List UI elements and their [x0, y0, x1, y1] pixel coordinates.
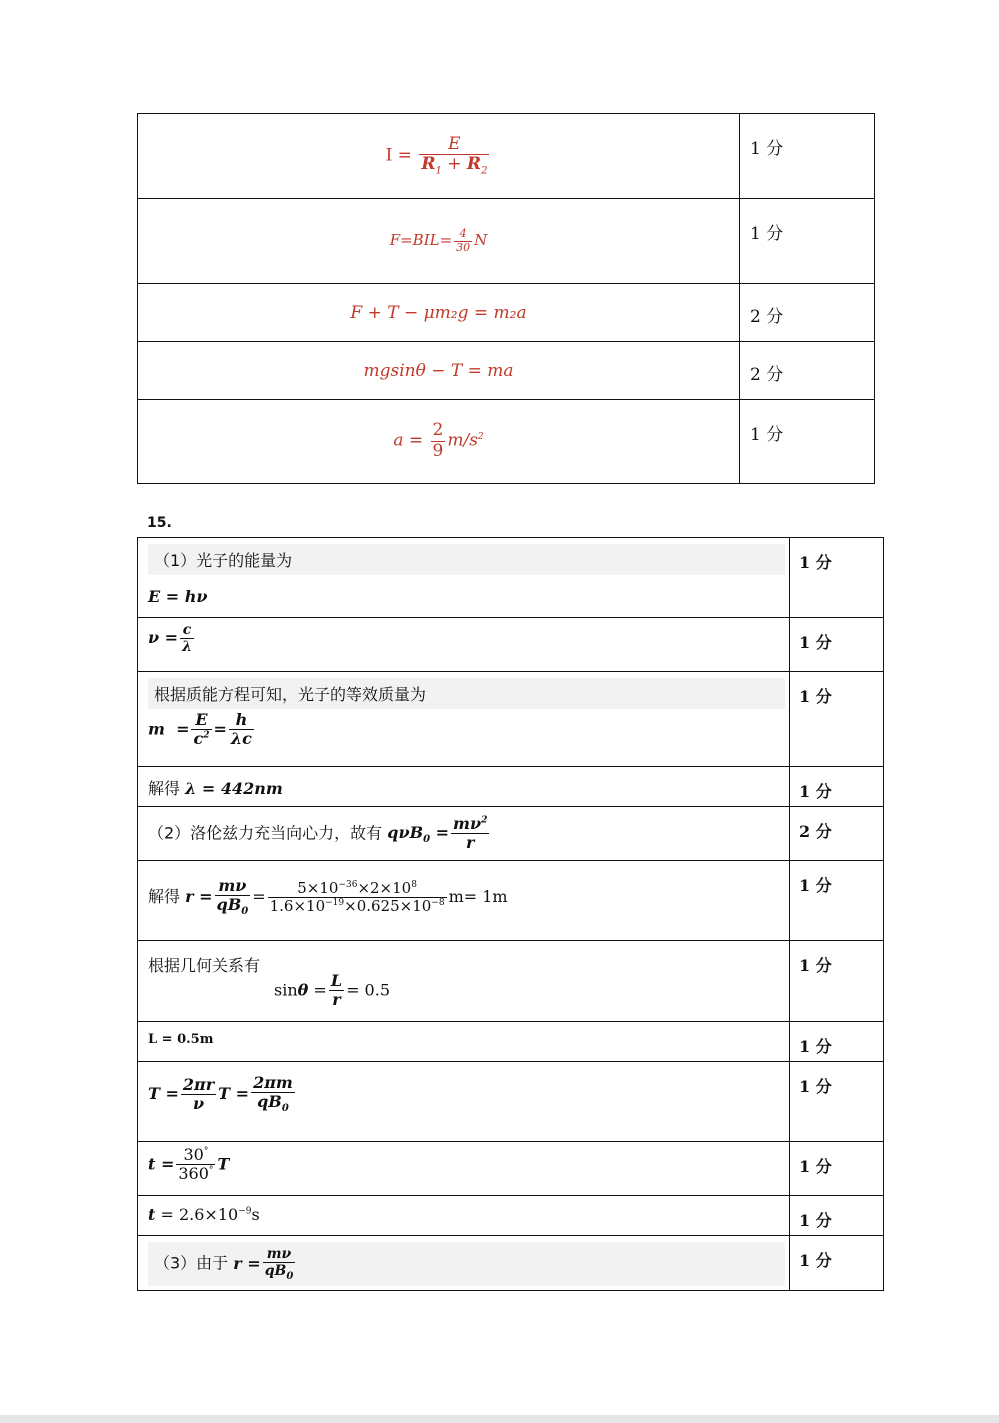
formula: qνB$_0$ = $\frac{m\nu^2}{r}$: [387, 814, 488, 853]
formula: m = $\frac{E}{c^2}$ = $\frac{h}{\lambda c}$: [148, 710, 252, 749]
step-text: 解得: [148, 779, 181, 798]
formula: E = hν: [148, 587, 208, 606]
formula-cell: F=BIL= $\frac{4}{30}$ N: [138, 199, 740, 284]
score-cell: 1 分: [790, 1196, 884, 1236]
step-text: （3）由于: [154, 1253, 229, 1273]
table-row: [138, 941, 884, 1022]
content-cell: L = 0.5m: [138, 1022, 790, 1062]
content-cell: [138, 861, 790, 941]
table-row: [138, 767, 884, 807]
formula: sinθ = $\frac{L}{r}$ = 0.5: [274, 970, 390, 1009]
score-cell: 1 分: [790, 1022, 884, 1062]
score-cell: 1 分: [740, 114, 875, 199]
page-edge: [0, 1415, 999, 1423]
score-cell: 1 分: [790, 861, 884, 941]
formula: λ = 442nm: [185, 779, 283, 798]
content-cell: ν = $\frac{c}{\lambda}$: [138, 618, 790, 672]
score-cell: 2 分: [740, 284, 875, 342]
table-row: [138, 400, 875, 484]
formula: r = $\frac{m\nu}{qB_0}$ = $\frac{5\times 10^{-36}\times 2\times 10^8}{1.6\times 10^{-19}\times 0.625\times 10^{-8}}$ m= 1m: [185, 876, 508, 918]
formula: r = $\frac{m\nu}{qB_0}$: [233, 1246, 294, 1282]
step-text: 解得: [148, 887, 181, 907]
table-row: [138, 861, 884, 941]
content-cell: [138, 538, 790, 618]
step-text: 根据几何关系有: [148, 956, 261, 975]
content-cell: t = $\frac{30^\circ}{360^\circ}$ T: [138, 1142, 790, 1196]
step-text: （2）洛伦兹力充当向心力，故有: [148, 823, 383, 843]
table-row: [138, 538, 884, 618]
score-cell: 1 分: [790, 1142, 884, 1196]
score-cell: 1 分: [790, 941, 884, 1022]
formula-cell: I = $\frac{E}{R_1 + R_2}$: [138, 114, 740, 199]
score-cell: 1 分: [790, 538, 884, 618]
table-row: [138, 1236, 884, 1291]
content-cell: [138, 807, 790, 861]
table-row: [138, 618, 884, 672]
score-cell: 1 分: [740, 400, 875, 484]
section-label: 15.: [147, 515, 172, 531]
score-cell: 2 分: [790, 807, 884, 861]
table-row: [138, 284, 875, 342]
score-cell: 1 分: [790, 1236, 884, 1291]
content-cell: T = $\frac{2\pi r}{\nu}$ T = $\frac{2\pi m}{qB_0}$: [138, 1062, 790, 1142]
formula-cell: a = $\frac{2}{9}$ $m/s^2$: [138, 400, 740, 484]
score-cell: 1 分: [740, 199, 875, 284]
score-cell: 2 分: [740, 342, 875, 400]
formula-cell: mgsinθ − T = ma: [138, 342, 740, 400]
score-cell: 1 分: [790, 767, 884, 807]
table-row: [138, 1142, 884, 1196]
table-row: [138, 1062, 884, 1142]
table-row: [138, 672, 884, 767]
score-cell: 1 分: [790, 1062, 884, 1142]
score-cell: 1 分: [790, 618, 884, 672]
table-row: [138, 342, 875, 400]
score-table-15: [137, 537, 884, 1291]
content-cell: [138, 941, 790, 1022]
table-row: [138, 114, 875, 199]
table-row: [138, 199, 875, 284]
formula-cell: F + T − μm₂g = m₂a: [138, 284, 740, 342]
step-text: 根据质能方程可知，光子的等效质量为: [148, 678, 785, 709]
table-row: [138, 1022, 884, 1062]
score-table-14: [137, 113, 875, 484]
step-text: （1）光子的能量为: [148, 544, 785, 575]
content-cell: [138, 672, 790, 767]
score-cell: 1 分: [790, 672, 884, 767]
content-cell: [138, 1236, 790, 1291]
table-row: [138, 807, 884, 861]
content-cell: $t = 2.6\times 10^{-9}s$: [138, 1196, 790, 1236]
content-cell: [138, 767, 790, 807]
table-row: [138, 1196, 884, 1236]
